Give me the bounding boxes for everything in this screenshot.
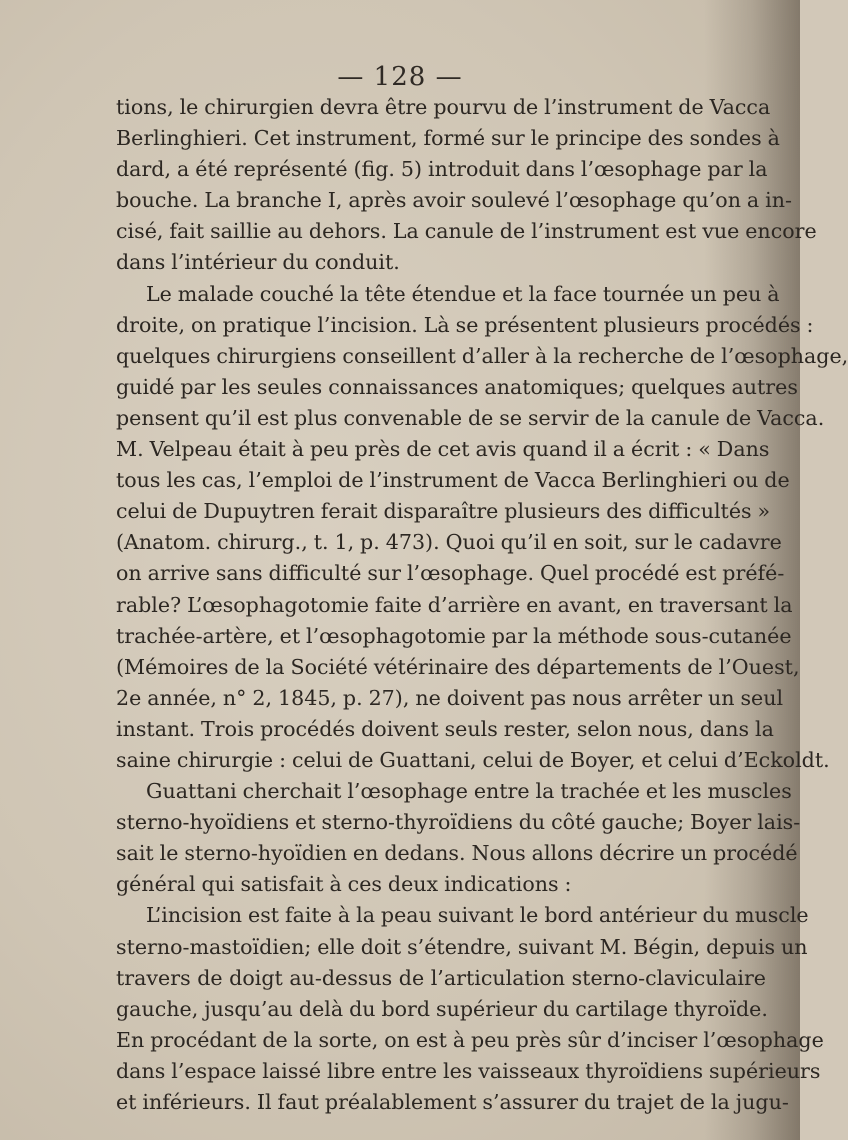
text-line: (Anatom. chirurg., t. 1, p. 473). Quoi qu’il en soit, sur le cadavre xyxy=(116,530,782,555)
text-line: guidé par les seules connaissances anatomiques; quelques autres xyxy=(116,374,798,399)
text-line: sait le sterno-hyoïdien en dedans. Nous allons décrire un procédé xyxy=(116,841,798,866)
page-number: — 128 — xyxy=(337,62,463,92)
text-line: Guattani cherchait l’œsophage entre la trachée et les muscles xyxy=(146,779,792,804)
text-line: tions, le chirurgien devra être pourvu de l’instrument de Vacca xyxy=(116,95,771,119)
text-line: Le malade couché la tête étendue et la face tournée un peu à xyxy=(146,281,780,306)
text-line: cisé, fait saillie au dehors. La canule de l’instrument est vue encore xyxy=(116,219,817,244)
text-line: L’incision est faite à la peau suivant le bord antérieur du muscle xyxy=(146,903,809,928)
text-line: rable? L’œsophagotomie faite d’arrière en avant, en traversant la xyxy=(116,592,793,617)
text-line: M. Velpeau était à peu près de cet avis quand il a écrit : « Dans xyxy=(116,437,770,462)
text-line: (Mémoires de la Société vétérinaire des départements de l’Ouest, xyxy=(116,654,800,679)
body-text xyxy=(116,92,848,1118)
text-line: tous les cas, l’emploi de l’instrument de Vacca Berlinghieri ou de xyxy=(116,468,790,493)
text-line: dard, a été représenté (fig. 5) introduit dans l’œsophage par la xyxy=(116,157,768,182)
text-line: sterno-mastoïdien; elle doit s’étendre, suivant M. Bégin, depuis un xyxy=(116,934,808,959)
text-line: En procédant de la sorte, on est à peu près sûr d’inciser l’œsophage xyxy=(116,1027,824,1052)
text-line: instant. Trois procédés doivent seuls rester, selon nous, dans la xyxy=(116,716,774,741)
text-line: général qui satisfait à ces deux indications : xyxy=(116,872,572,897)
text-line: sterno-hyoïdiens et sterno-thyroïdiens du côté gauche; Boyer lais- xyxy=(116,810,801,835)
text-line: quelques chirurgiens conseillent d’aller à la recherche de l’œsophage, xyxy=(116,343,848,368)
text-line: Berlinghieri. Cet instrument, formé sur le principe des sondes à xyxy=(116,126,780,151)
text-line: pensent qu’il est plus convenable de se servir de la canule de Vacca. xyxy=(116,405,825,430)
text-line: trachée-artère, et l’œsophagotomie par la méthode sous-cutanée xyxy=(116,623,792,648)
text-line: on arrive sans difficulté sur l’œsophage. Quel procédé est préfé- xyxy=(116,561,785,586)
text-line: droite, on pratique l’incision. Là se présentent plusieurs procédés : xyxy=(116,312,814,337)
text-line: 2e année, n° 2, 1845, p. 27), ne doivent pas nous arrêter un seul xyxy=(116,685,784,710)
text-line: bouche. La branche I, après avoir soulevé l’œsophage qu’on a in- xyxy=(116,188,792,213)
text-line: dans l’espace laissé libre entre les vaisseaux thyroïdiens supérieurs xyxy=(116,1058,821,1083)
text-line: saine chirurgie : celui de Guattani, celui de Boyer, et celui d’Eckoldt. xyxy=(116,747,830,772)
text-line: travers de doigt au-dessus de l’articulation sterno-claviculaire xyxy=(116,965,766,990)
text-line: et inférieurs. Il faut préalablement s’assurer du trajet de la jugu- xyxy=(116,1090,789,1114)
text-line: celui de Dupuytren ferait disparaître plusieurs des difficultés » xyxy=(116,499,771,524)
text-line: dans l’intérieur du conduit. xyxy=(116,250,400,275)
text-line: gauche, jusqu’au delà du bord supérieur du cartilage thyroïde. xyxy=(116,996,768,1021)
